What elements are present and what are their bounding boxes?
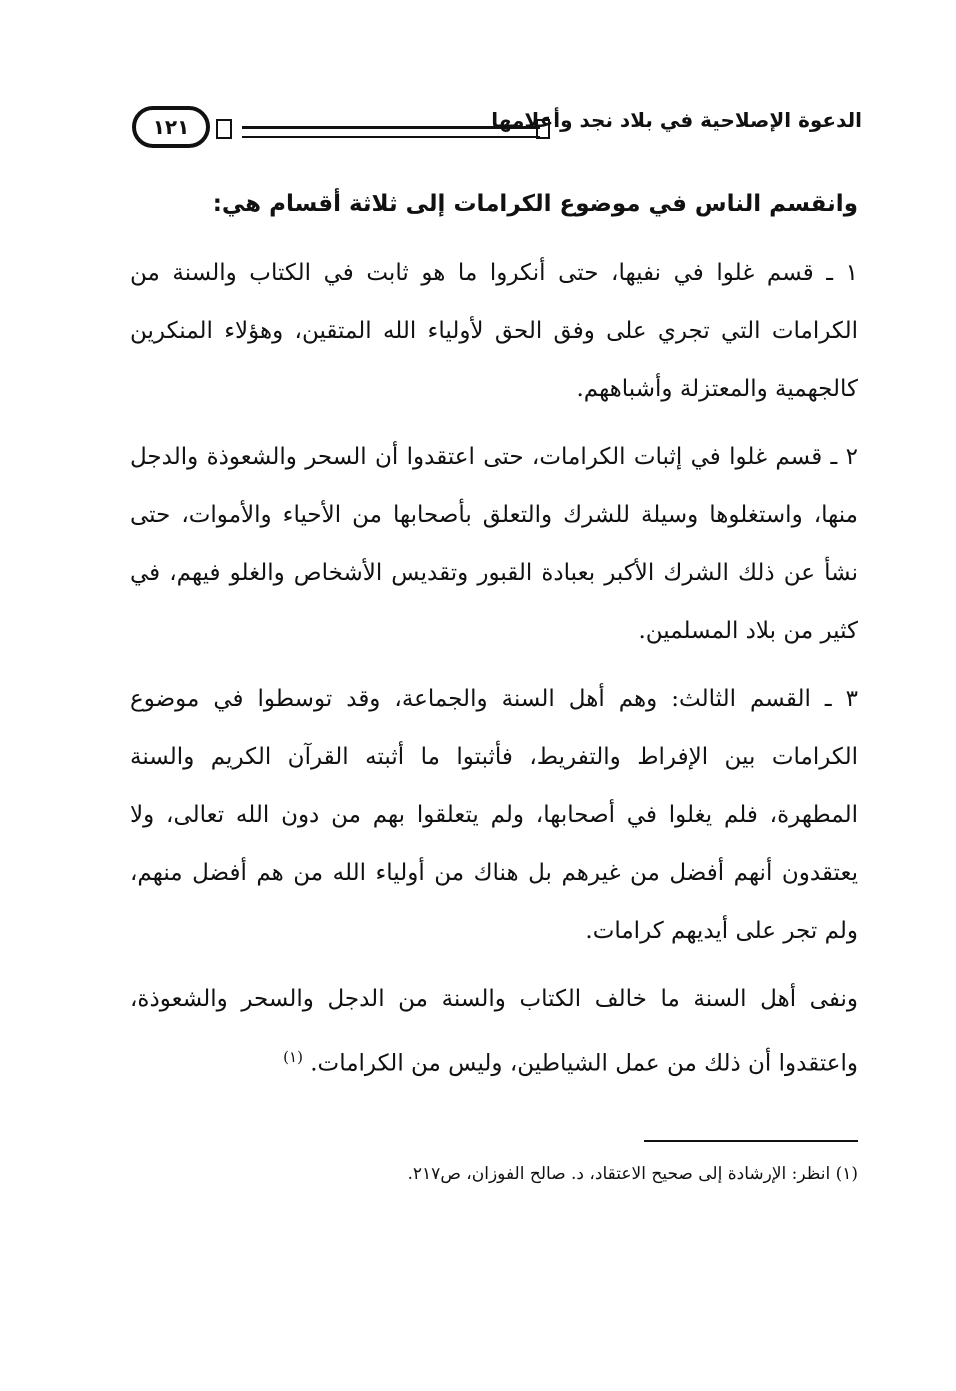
footnote: (١) انظر: الإرشادة إلى صحيح الاعتقاد، د. صالح الفوزان، ص٢١٧.: [407, 1164, 858, 1184]
header-ornament-left: [216, 119, 232, 139]
paragraph-2: ٢ ـ قسم غلوا في إثبات الكرامات، حتى اعتقدوا أن السحر والشعوذة والدجل منها، واستغلوها وسيلة للشرك والتعلق بأصحابها من الأحياء والأموات، حتى نشأ عن ذلك الشرك الأكبر بعبادة القبور وتقديس الأشخاص والغلو فيهم، في كثير من بلاد المسلمين.: [130, 444, 858, 644]
paragraph-1: ١ ـ قسم غلوا في نفيها، حتى أنكروا ما هو ثابت في الكتاب والسنة من الكرامات التي تجري على وفق الحق لأولياء الله المتقين، وهؤلاء المنكرين كالجهمية والمعتزلة وأشباههم.: [130, 260, 858, 402]
paragraph-4-text: ونفى أهل السنة ما خالف الكتاب والسنة من الدجل والسحر والشعوذة، واعتقدوا أن ذلك من عمل الشياطين، وليس من الكرامات.: [130, 986, 858, 1077]
page-header: [124, 100, 862, 156]
page-number-badge: ١٢١: [132, 106, 210, 148]
page-body: [130, 182, 858, 1103]
footnote-reference[interactable]: (١): [283, 1048, 303, 1066]
paragraph-3: ٣ ـ القسم الثالث: وهم أهل السنة والجماعة، وقد توسطوا في موضوع الكرامات بين الإفراط والتفريط، فأثبتوا ما أثبته القرآن الكريم والسنة المطهرة، فلم يغلوا في أصحابها، ولم يتعلقوا بهم من دون الله تعالى، ولا يعتقدون أنهم أفضل من غيرهم بل هناك من أولياء الله من هم أفضل منهم، ولم تجر على أيديهم كرامات.: [130, 686, 858, 944]
intro-heading: وانقسم الناس في موضوع الكرامات إلى ثلاثة أقسام هي:: [212, 191, 858, 217]
running-title: الدعوة الإصلاحية في بلاد نجد وأعلامها: [491, 108, 862, 132]
paragraph-4: [130, 970, 858, 1093]
footnote-separator: [644, 1140, 858, 1142]
